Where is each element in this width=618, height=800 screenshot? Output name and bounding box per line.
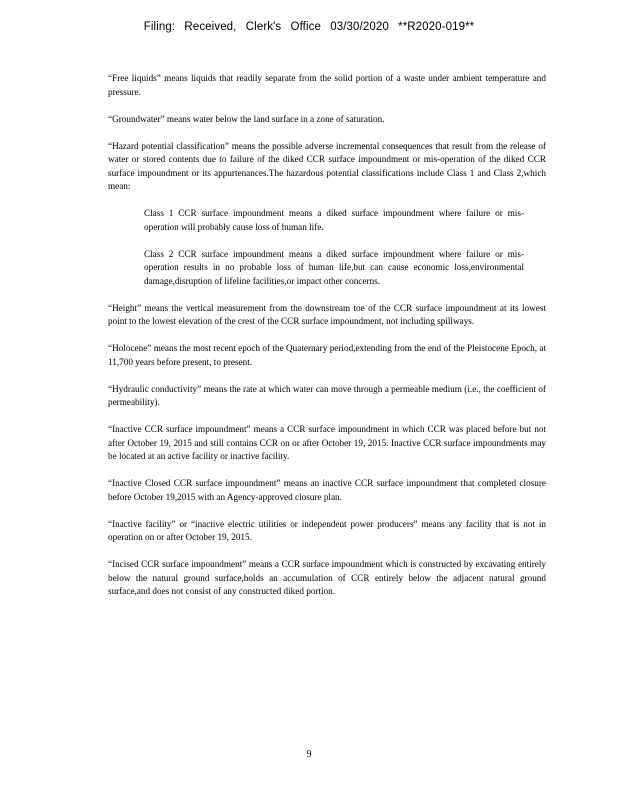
definition-inactive-closed-ccr-surface-impoundment: “Inactive Closed CCR surface impoundment” means an inactive CCR surface impoundment that completed closure before October 19,2015 with an Agency-approved closure plan. xyxy=(108,478,546,502)
definition-holocene: “Holocene” means the most recent epoch of the Quaternary period,extending from the end of the Pleistocene Epoch, at 11,700 years before present, to present. xyxy=(108,343,546,367)
definition-inactive-ccr-surface-impoundment: “Inactive CCR surface impoundment” means a CCR surface impoundment in which CCR was placed before but not after October 19, 2015 and still contains CCR on or after October 19, 2015. Inactive CCR surface impoundments may be located at an active facility or inactive facility. xyxy=(108,424,546,461)
definition-free-liquids: “Free liquids” means liquids that readily separate from the solid portion of a waste under ambient temperature and pressure. xyxy=(108,73,546,97)
definition-height: “Height” means the vertical measurement from the downstream toe of the CCR surface impoundment at its lowest point to the lowest elevation of the crest of the CCR surface impoundment, not including spillways. xyxy=(108,302,546,326)
definition-hydraulic-conductivity: “Hydraulic conductivity” means the rate at which water can move through a permeable medium (i.e., the coefficient of permeability). xyxy=(108,383,546,407)
definition-class-2: Class 2 CCR surface impoundment means a diked surface impoundment where failure or mis-operation results in no probable loss of human life,but can cause economic loss,environmental damage,disruption of lifeline facilities,or impact other concerns. xyxy=(144,248,524,286)
definition-class-1: Class 1 CCR surface impoundment means a diked surface impoundment where failure or mis-operation will probably cause loss of human life. xyxy=(144,208,524,232)
definition-hazard-potential-classification: “Hazard potential classification” means the possible adverse incremental consequences that result from the release of water or stored contents due to failure of the diked CCR surface impoundment or mis-operation of the diked CCR surface impoundment or its appurtenances.The hazardous potential classifications include Class 1 and Class 2,which mean: xyxy=(108,140,546,191)
definition-groundwater: “Groundwater” means water below the land surface in a zone of saturation. xyxy=(108,113,385,124)
definition-incised-ccr-surface-impoundment: “Incised CCR surface impoundment” means a CCR surface impoundment which is constructed by excavating entirely below the natural ground surface,holds an accumulation of CCR entirely below the adjacent natural ground surface,and does not consist of any constructed diked portion. xyxy=(108,559,546,596)
page-number: 9 xyxy=(306,749,312,760)
definition-inactive-facility: “Inactive facility” or “inactive electric utilities or independent power producers” means any facility that is not in operation on or after October 19, 2015. xyxy=(108,518,546,542)
document-body xyxy=(108,72,546,612)
filing-header: Filing: Received, Clerk's Office 03/30/2020 **R2020-019** xyxy=(143,21,475,33)
